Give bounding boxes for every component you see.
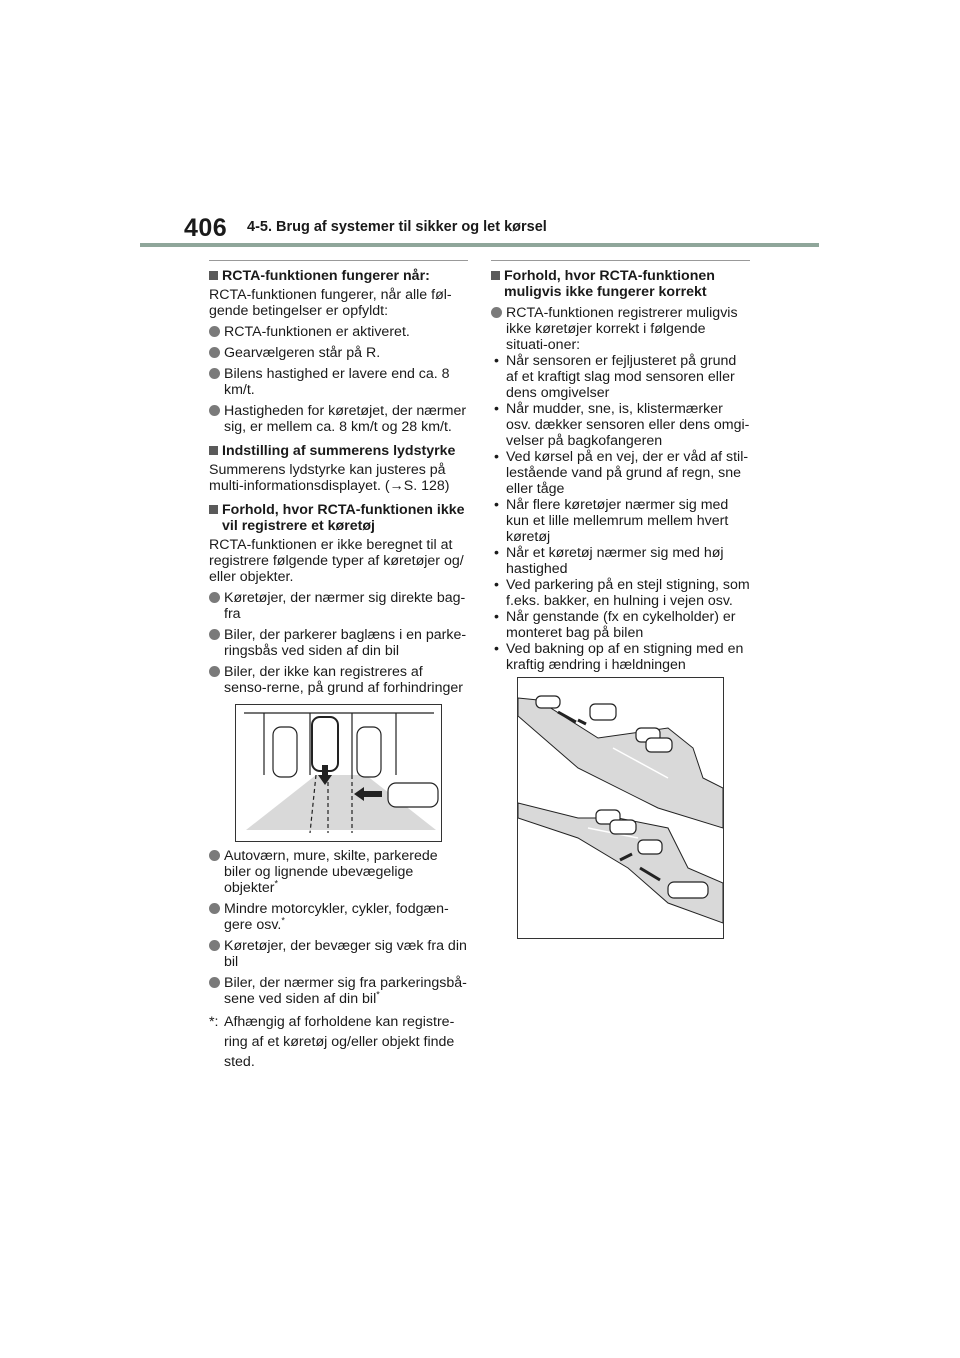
heading-may-not-work: Forhold, hvor RCTA-funktionen muligvis ikke fungerer korrekt (491, 260, 750, 300)
circle-bullet-icon (209, 592, 220, 603)
right-column (491, 260, 750, 673)
list-item: • Når flere køretøjer nærmer sig med kun et lille mellemrum mellem hvert køretøj (494, 497, 729, 545)
list-item: Køretøjer, der bevæger sig væk fra din bil (209, 938, 468, 970)
list-item: RCTA-funktionen registrerer muligvis ikke køretøjer korrekt i følgende situati-oner: (491, 305, 750, 353)
heading-rcta-works: RCTA-funktionen fungerer når: (209, 260, 468, 284)
square-bullet-icon (209, 446, 218, 455)
list-item: • Ved kørsel på en vej, der er våd af stil-lestående vand på grund af regn, sne eller tåge (494, 449, 749, 497)
paragraph: Summerens lydstyrke kan justeres på multi-informationsdisplayet. (→S. 128) (209, 462, 450, 494)
circle-bullet-icon (209, 666, 220, 677)
square-bullet-icon (491, 271, 500, 280)
header-rule (140, 243, 819, 247)
circle-bullet-icon (491, 307, 502, 318)
list-item: • Når mudder, sne, is, klistermærker osv. dækker sensoren eller dens omgi-velser på bagkofangeren (494, 401, 750, 449)
list-item: Gearvælgeren står på R. (209, 345, 468, 361)
section-title: 4-5. Brug af systemer til sikker og let kørsel (247, 219, 547, 235)
circle-bullet-icon (209, 405, 220, 416)
list-item: Biler, der nærmer sig fra parkeringsbå-sene ved siden af din bil* (209, 975, 468, 1007)
list-item: • Ved bakning op af en stigning med en kraftig ændring i hældningen (494, 641, 744, 673)
list-item: Bilens hastighed er lavere end ca. 8 km/t. (209, 366, 468, 398)
list-item: Biler, der parkerer baglæns i en parke-ringsbås ved siden af din bil (209, 627, 468, 659)
list-item: • Ved parkering på en stejl stigning, som f.eks. bakker, en hulning i vejen osv. (494, 577, 750, 609)
circle-bullet-icon (209, 850, 220, 861)
circle-bullet-icon (209, 347, 220, 358)
square-bullet-icon (209, 271, 218, 280)
paragraph: RCTA-funktionen er ikke beregnet til at registrere følgende typer af køretøjer og/ eller objekter. (209, 537, 464, 585)
parking-illustration (235, 704, 442, 842)
list-item: Køretøjer, der nærmer sig direkte bag-fra (209, 590, 468, 622)
heading-not-detected: Forhold, hvor RCTA-funktionen ikke vil registrere et køretøj (209, 502, 468, 534)
circle-bullet-icon (209, 629, 220, 640)
list-item: Mindre motorcykler, cykler, fodgæn-gere osv.* (209, 901, 468, 933)
footnote: *: Afhængig af forholdene kan registre-ring af et køretøj og/eller objekt finde sted. (209, 1014, 455, 1070)
page-number: 406 (184, 214, 228, 242)
circle-bullet-icon (209, 940, 220, 951)
list-item: Hastigheden for køretøjet, der nærmer sig, er mellem ca. 8 km/t og 28 km/t. (209, 403, 468, 435)
list-item: • Når sensoren er fejljusteret på grund af et kraftigt slag mod sensoren eller dens omgivelser (494, 353, 737, 401)
slope-illustration (517, 677, 724, 939)
circle-bullet-icon (209, 326, 220, 337)
left-column (209, 260, 468, 1072)
list-item: RCTA-funktionen er aktiveret. (209, 324, 468, 340)
list-item: • Når genstande (fx en cykelholder) er monteret bag på bilen (494, 609, 736, 641)
paragraph: RCTA-funktionen fungerer, når alle føl-gende betingelser er opfyldt: (209, 287, 452, 319)
square-bullet-icon (209, 505, 218, 514)
heading-buzzer-volume: Indstilling af summerens lydstyrke (209, 443, 468, 459)
circle-bullet-icon (209, 368, 220, 379)
list-item: • Når et køretøj nærmer sig med høj hastighed (494, 545, 724, 577)
list-item: Autoværn, mure, skilte, parkerede biler og lignende ubevægelige objekter* (209, 848, 468, 896)
circle-bullet-icon (209, 977, 220, 988)
circle-bullet-icon (209, 903, 220, 914)
list-item: Biler, der ikke kan registreres af senso-rerne, på grund af forhindringer (209, 664, 468, 696)
